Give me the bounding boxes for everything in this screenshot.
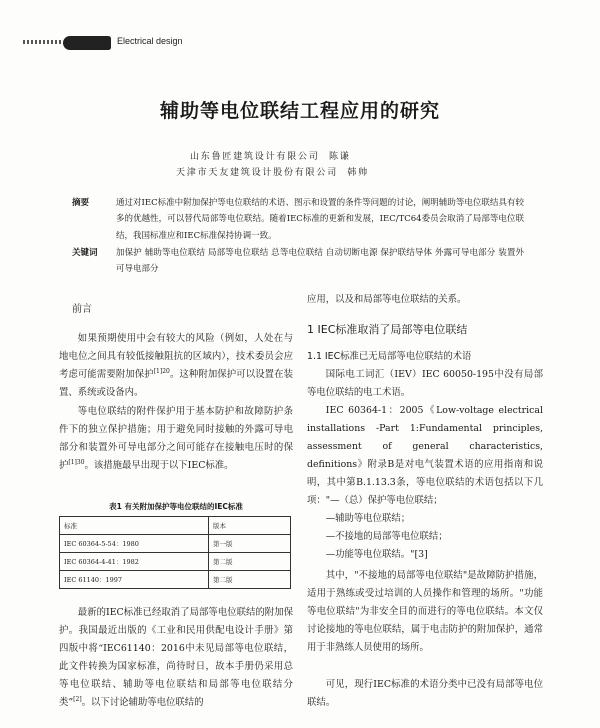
paragraph: 应用，以及和局部等电位联结的关系。: [307, 294, 467, 305]
author-org: 山东鲁匠建筑设计有限公司: [190, 152, 320, 162]
table-header-row: [60, 517, 291, 535]
paper-title: 辅助等电位联结工程应用的研究: [159, 100, 440, 122]
author-line-1: [190, 149, 351, 162]
table-cell: IEC 60364-4-41：1982: [60, 553, 209, 571]
table-cell: IEC 61140：1997: [60, 571, 209, 589]
right-paragraph-4: [307, 676, 543, 712]
author-name: 韩帅: [347, 168, 369, 178]
table-caption: 表1 有关附加保护等电位联结的IEC标准: [109, 502, 243, 511]
table-row: [60, 571, 291, 589]
right-paragraph-3: [307, 567, 543, 657]
abstract: [72, 195, 524, 245]
left-paragraph-3: [59, 604, 293, 712]
header-dots: [23, 40, 61, 44]
author-org: 天津市天友建筑设计股份有限公司: [176, 168, 339, 178]
abstract-label: 摘要: [72, 198, 90, 208]
abstract-text: 通过对IEC标准中附加保护等电位联结的术语、图示和设置的条件等问题的讨论，阐明辅助等电位联结具有较多的优越性，可以替代局部等电位联结。随着IEC标准的更新和发展，IEC/TC64委员会取消了局部等电位联结，我国标准应和IEC标准保持协调一致。: [116, 198, 524, 241]
table-cell: IEC 60364-5-54：1980: [60, 535, 209, 553]
table-header-cell: 标准: [60, 517, 209, 535]
table-row: [60, 535, 291, 553]
section-heading-intro: 前言: [72, 304, 92, 315]
table-cell: 第二版: [209, 571, 291, 589]
author-line-2: [176, 165, 369, 178]
list-item: —辅助等电位联结；: [325, 513, 411, 524]
paragraph: 如果预期使用中会有较大的风险（例如，人处在与地电位之间具有较低接触阻抗的区域内），技术委员会应考虑可能需要附加保护$^{[1]20}$。这种附加保护可以设置在装置、系统或设备内。: [59, 333, 293, 398]
term-list: [307, 492, 543, 564]
paragraph: 国际电工词汇（IEV）IEC 60050-195中没有局部等电位联结的电工术语。: [307, 369, 543, 398]
keywords: [72, 245, 524, 279]
section-heading-1-1: 1.1 IEC标准已无局部等电位联结的术语: [307, 351, 472, 362]
author-name: 陈谦: [328, 152, 351, 162]
keywords-text: 加保护 辅助等电位联结 局部等电位联结 总等电位联结 自动切断电源 保护联结导体 外露可导电部分 装置外可导电部分: [116, 248, 524, 275]
header-logo-pill: [63, 36, 111, 50]
keywords-label: 关键词: [72, 248, 98, 258]
left-paragraph-2: [59, 403, 293, 475]
journal-name: Electrical design: [117, 36, 183, 46]
list-item: —功能等电位联结。"[3]: [325, 549, 428, 560]
list-item: "—（总）保护等电位联结；: [325, 495, 443, 506]
paragraph: IEC 60364-1：2005《Low-voltage electrical installations -Part 1:Fundamental principles, assessment of general characteristics, definitions》附录B是对电气装置术语的应用指南和说明，其中第B.1.13.3条，等电位联结的术语包括以下几项：: [307, 405, 543, 506]
list-item: —不接地的局部等电位联结；: [325, 531, 448, 542]
right-paragraph-0: [307, 291, 543, 309]
section-heading-1: 1 IEC标准取消了局部等电位联结: [307, 323, 468, 336]
table-header-cell: 版本: [209, 517, 291, 535]
table-row: [60, 553, 291, 571]
table-cell: 第二版: [209, 553, 291, 571]
paragraph: 最新的IEC标准已经取消了局部等电位联结的附加保护。我国最近出版的《工业和民用供配电设计手册》第四版中将“IEC61140：2016中未见局部等电位联结，此文件转换为国家标准，尚待时日，故本手册仍采用总等电位联结、辅助等电位联结和局部等电位联结分类”[2]。以下讨论辅助等电位联结的: [59, 607, 293, 708]
table-cell: 第一版: [209, 535, 291, 553]
standards-table: [59, 516, 291, 589]
left-paragraph-1: [59, 330, 293, 402]
paragraph: 可见，现行IEC标准的术语分类中已没有局部等电位联结。: [307, 679, 543, 708]
right-paragraph-1: [307, 366, 543, 402]
paragraph: 等电位联结的附件保护用于基本防护和故障防护条件下的独立保护措施；用于避免同时接触的外露可导电部分和装置外可导电部分之间可能存在接触电压时的保护$^{[1]30}$。该措施最早出现于以下IEC标准。: [59, 406, 293, 471]
paragraph: 其中，"不接地的局部等电位联结"是故障防护措施，适用于熟练或受过培训的人员操作和管理的场所。"功能等电位联结"为非安全目的而进行的等电位联结。本文仅讨论接地的等电位联结，属于电击防护的附加保护，通常用于非熟练人员使用的场所。: [307, 570, 543, 653]
